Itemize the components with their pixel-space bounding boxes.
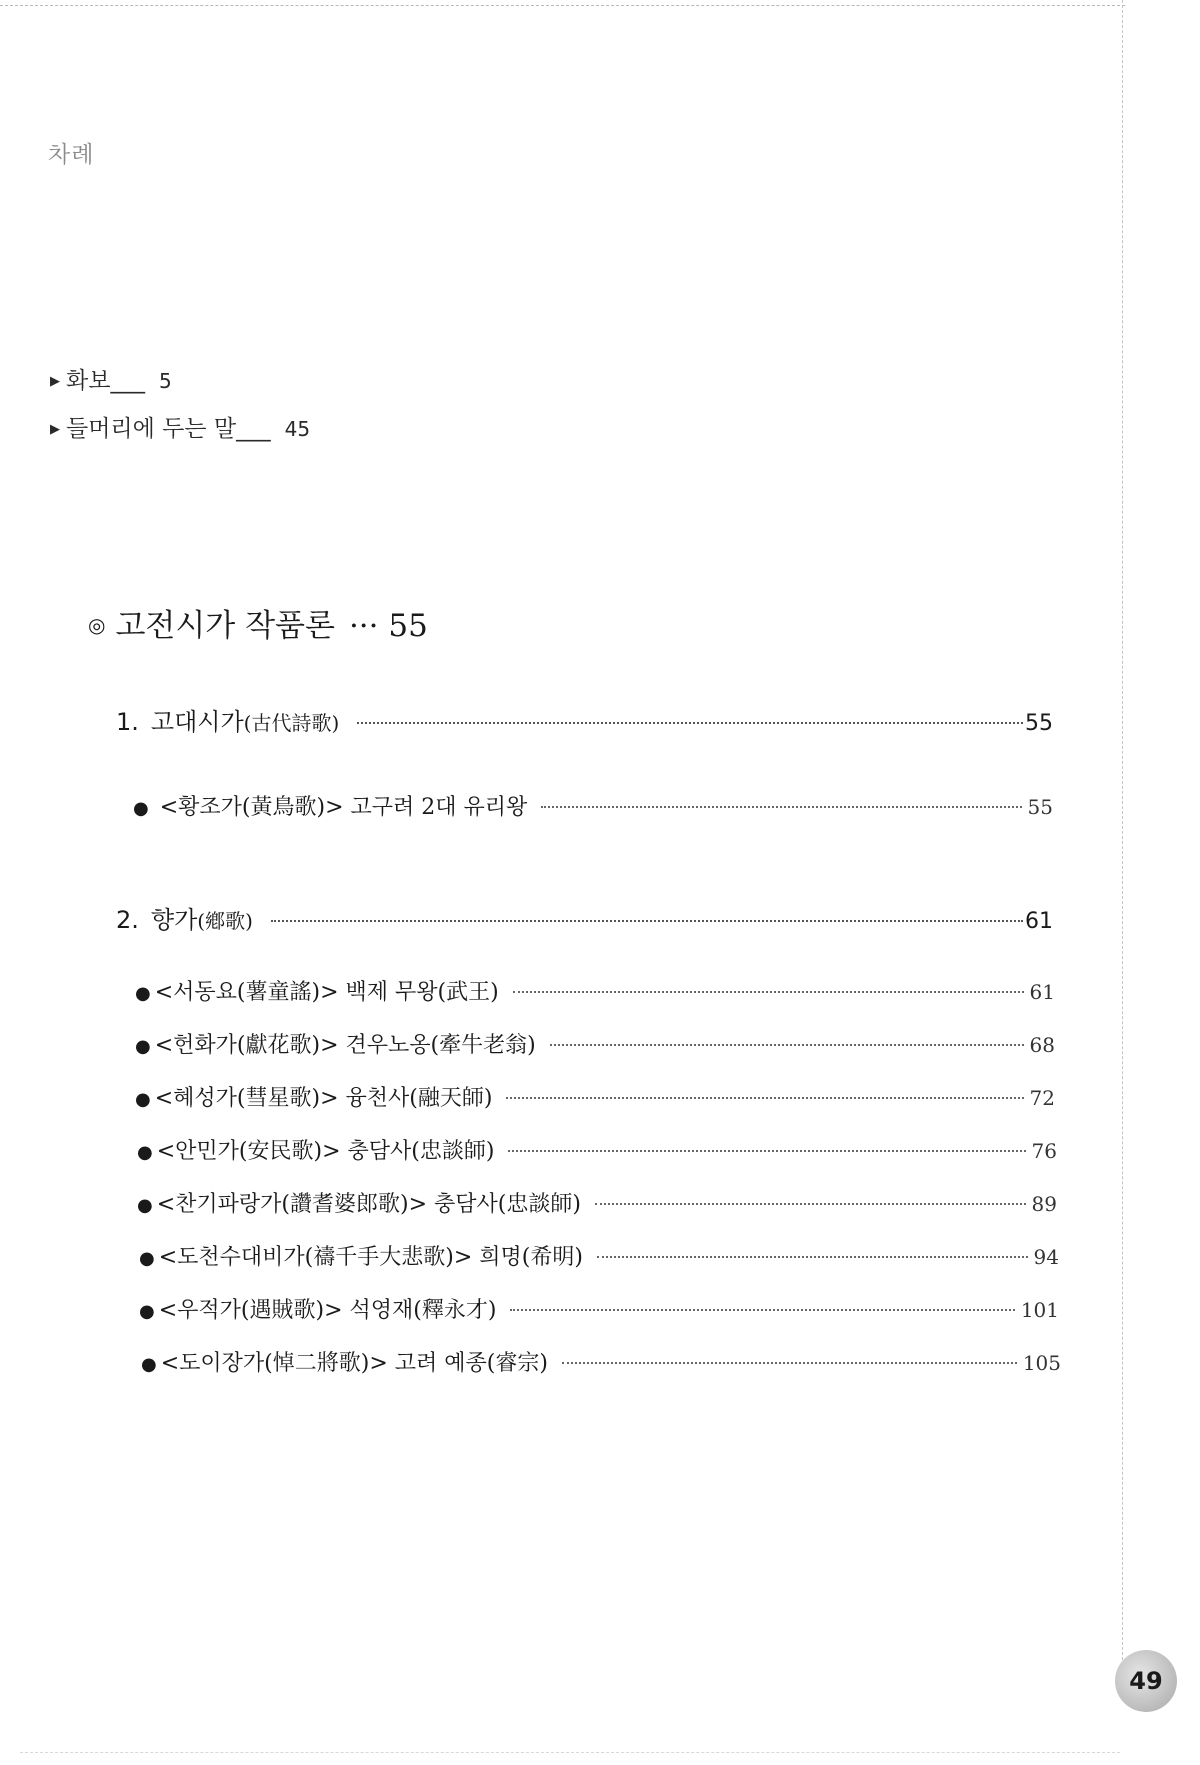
toc-entry[interactable] <box>137 1187 1057 1218</box>
toc-entry[interactable] <box>141 1346 1061 1377</box>
bullet-icon: ● <box>141 1354 157 1375</box>
running-header: 차례 <box>48 142 95 168</box>
dot-leader <box>357 722 1023 724</box>
part-heading[interactable] <box>88 600 428 645</box>
right-border-rule <box>1122 0 1123 1690</box>
dot-leader <box>271 920 1023 922</box>
toc-section-1[interactable] <box>116 702 1053 737</box>
toc-entry[interactable] <box>135 975 1055 1006</box>
entry-title: <헌화가(獻花歌)> 견우노옹(牽牛老翁) <box>154 1033 536 1058</box>
toc-entry[interactable] <box>135 1081 1055 1112</box>
entry-title: <안민가(安民歌)> 충담사(忠談師) <box>156 1139 495 1164</box>
dot-leader <box>550 1044 1024 1046</box>
double-circle-bullet-icon: ◎ <box>88 613 106 637</box>
page-number: 49 <box>1129 1667 1163 1695</box>
section-number: 1. <box>116 708 139 736</box>
entry-title: <도천수대비가(禱千手大悲歌)> 희명(希明) <box>158 1245 583 1270</box>
toc-entry[interactable] <box>135 1028 1055 1059</box>
section-page: 61 <box>1025 909 1053 934</box>
dot-leader <box>597 1256 1028 1258</box>
entry-title: <서동요(薯童謠)> 백제 무왕(武王) <box>154 980 499 1005</box>
prelim-item-plates[interactable] <box>50 362 172 395</box>
entry-page: 89 <box>1031 1192 1057 1216</box>
prelim-underline: ___ <box>110 368 145 394</box>
section-title: 향가 <box>150 906 198 934</box>
entry-page: 68 <box>1029 1033 1055 1057</box>
bullet-icon: ● <box>137 1195 153 1216</box>
entry-title: <우적가(遇賊歌)> 석영재(釋永才) <box>158 1298 497 1323</box>
dot-leader <box>595 1203 1026 1205</box>
dot-leader <box>508 1150 1025 1152</box>
prelim-page: 45 <box>284 417 311 441</box>
entry-page: 94 <box>1033 1245 1059 1269</box>
prelim-underline: ___ <box>236 416 271 442</box>
entry-page: 61 <box>1029 980 1055 1004</box>
section-hanja: (鄕歌) <box>197 909 253 933</box>
toc-entry[interactable] <box>133 790 1053 821</box>
entry-page: 101 <box>1020 1298 1059 1322</box>
dot-leader <box>506 1097 1023 1099</box>
prelim-page: 5 <box>158 369 172 393</box>
entry-title: <황조가(黃鳥歌)> 고구려 2대 유리왕 <box>159 795 528 820</box>
part-title-text: 고전시가 작품론 <box>115 608 335 644</box>
bullet-icon: ● <box>135 1036 151 1057</box>
entry-page: 72 <box>1029 1086 1055 1110</box>
toc-entry[interactable] <box>139 1293 1059 1324</box>
top-border-rule <box>0 5 1125 6</box>
prelim-item-preface[interactable] <box>50 410 310 443</box>
entry-page: 105 <box>1022 1351 1061 1375</box>
section-page: 55 <box>1025 711 1053 736</box>
section-number: 2. <box>116 906 139 934</box>
triangle-arrow-icon: ▶ <box>50 422 60 437</box>
bullet-icon: ● <box>135 983 151 1004</box>
bullet-icon: ● <box>137 1142 153 1163</box>
dot-leader <box>513 991 1024 993</box>
part-page: ··· 55 <box>348 608 428 644</box>
dot-leader <box>562 1362 1017 1364</box>
bullet-icon: ● <box>135 1089 151 1110</box>
entry-title: <혜성가(彗星歌)> 융천사(融天師) <box>154 1086 493 1111</box>
triangle-arrow-icon: ▶ <box>50 374 60 389</box>
bullet-icon: ● <box>139 1301 155 1322</box>
toc-entry[interactable] <box>139 1240 1059 1271</box>
bullet-icon: ● <box>139 1248 155 1269</box>
dot-leader <box>541 806 1021 808</box>
bullet-icon: ● <box>133 798 149 819</box>
bottom-border-rule <box>20 1752 1120 1753</box>
entry-title: <도이장가(悼二將歌)> 고려 예종(睿宗) <box>160 1351 548 1376</box>
entry-page: 76 <box>1031 1139 1057 1163</box>
prelim-title: 화보 <box>66 368 111 394</box>
page-number-badge <box>1115 1650 1177 1712</box>
entry-page: 55 <box>1027 795 1053 819</box>
dot-leader <box>510 1309 1014 1311</box>
entry-title: <찬기파랑가(讚耆婆郎歌)> 충담사(忠談師) <box>156 1192 581 1217</box>
section-hanja: (古代詩歌) <box>243 711 340 735</box>
prelim-title: 들머리에 두는 말 <box>66 416 237 442</box>
section-title: 고대시가 <box>150 708 244 736</box>
toc-section-2[interactable] <box>116 900 1053 935</box>
toc-entry[interactable] <box>137 1134 1057 1165</box>
